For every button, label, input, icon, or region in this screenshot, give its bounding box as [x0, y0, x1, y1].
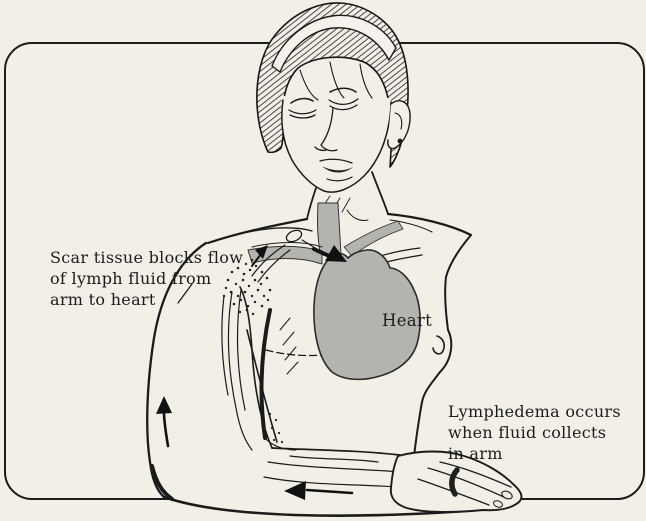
scar-label-line3: arm to heart	[50, 290, 156, 309]
vena-cava-vessel	[317, 203, 341, 255]
scar-label-line1: Scar tissue blocks flow	[50, 248, 244, 267]
scar-label	[50, 247, 243, 310]
hair-fringe	[300, 62, 372, 100]
ear	[388, 101, 410, 149]
heart-label: Heart	[382, 311, 433, 330]
lymphedema-label-line3: in arm	[448, 444, 503, 463]
face	[281, 62, 391, 192]
scar-label-line2: of lymph fluid from	[50, 269, 212, 288]
armpit-shadow	[262, 310, 270, 438]
earring-icon	[398, 139, 403, 144]
lymphedema-label	[448, 401, 621, 464]
right-nipple	[433, 336, 444, 354]
lymphedema-label-line2: when fluid collects	[448, 423, 607, 442]
lymphedema-label-line1: Lymphedema occurs	[448, 402, 621, 421]
lymph-node	[285, 228, 304, 244]
